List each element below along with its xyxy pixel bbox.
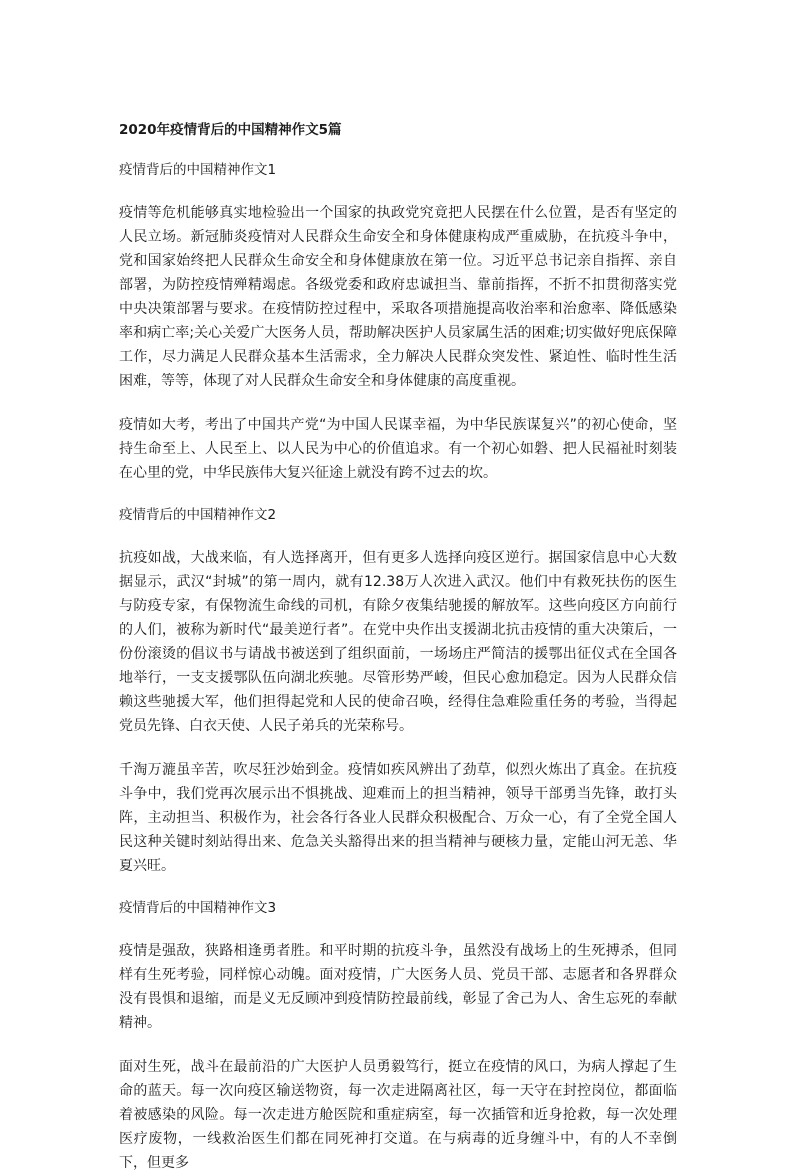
document-title: 2020年疫情背后的中国精神作文5篇 — [119, 122, 342, 138]
essay-section-2 — [119, 505, 677, 878]
essay-section-3 — [119, 898, 677, 1175]
section-heading-1: 疫情背后的中国精神作文1 — [119, 162, 277, 178]
paragraph-3-1: 疫情是强敌，狭路相逢勇者胜。和平时期的抗疫斗争，虽然没有战场上的生死搏杀，但同样有生死考验，同样惊心动魄。面对疫情，广大医务人员、党员干部、志愿者和各界群众没有畏惧和退缩，而是义无反顾冲到疫情防控最前线，彰显了舍己为人、舍生忘死的奉献精神。 — [119, 943, 677, 1031]
paragraph-1-1: 疫情等危机能够真实地检验出一个国家的执政党究竟把人民摆在什么位置，是否有坚定的人民立场。新冠肺炎疫情对人民群众生命安全和身体健康构成严重威胁，在抗疫斗争中，党和国家始终把人民群众生命安全和身体健康放在第一位。习近平总书记亲自指挥、亲自部署，为防控疫情殚精竭虑。各级党委和政府忠诚担当、靠前指挥，不折不扣贯彻落实党中央决策部署与要求。在疫情防控过程中，采取各项措施提高收治率和治愈率、降低感染率和病亡率;关心关爱广大医务人员，帮助解决医护人员家属生活的困难;切实做好兜底保障工作，尽力满足人民群众基本生活需求，全力解决人民群众突发性、紧迫性、临时性生活困难，等等，体现了对人民群众生命安全和身体健康的高度重视。 — [119, 205, 677, 389]
section-heading-3: 疫情背后的中国精神作文3 — [119, 900, 277, 916]
paragraph-2-2: 千淘万漉虽辛苦，吹尽狂沙始到金。疫情如疾风辨出了劲草，似烈火炼出了真金。在抗疫斗争中，我们党再次展示出不惧挑战、迎难而上的担当精神，领导干部勇当先锋，敢打头阵，主动担当、积极作为，社会各行各业人民群众积极配合、万众一心，有了全党全国人民这种关键时刻站得出来、危急关头豁得出来的担当精神与硬核力量，定能山河无恙、华夏兴旺。 — [119, 762, 677, 874]
essay-section-1 — [119, 160, 677, 485]
paragraph-1-2: 疫情如大考，考出了中国共产党“为中国人民谋幸福，为中华民族谋复兴”的初心使命，坚持生命至上、人民至上、以人民为中心的价值追求。有一个初心如磐、把人民福祉时刻装在心里的党，中华民族伟大复兴征途上就没有跨不过去的坎。 — [119, 417, 677, 481]
section-heading-2: 疫情背后的中国精神作文2 — [119, 507, 277, 523]
paragraph-3-2: 面对生死，战斗在最前沿的广大医护人员勇毅笃行，挺立在疫情的风口，为病人撑起了生命的蓝天。每一次向疫区输送物资，每一次走进隔离社区，每一天守在封控岗位，都面临着被感染的风险。每一次走进方舱医院和重症病室，每一次插管和近身抢救，每一次处理医疗废物，一线救治医生们都在同死神打交道。在与病毒的近身缠斗中，有的人不幸倒下，但更多 — [119, 1059, 677, 1171]
paragraph-2-1: 抗疫如战，大战来临，有人选择离开，但有更多人选择向疫区逆行。据国家信息中心大数据显示，武汉“封城”的第一周内，就有12.38万人次进入武汉。他们中有救死扶伤的医生与防疫专家，有保物流生命线的司机，有除夕夜集结驰援的解放军。这些向疫区方向前行的人们，被称为新时代“最美逆行者”。在党中央作出支援湖北抗击疫情的重大决策后，一份份滚烫的倡议书与请战书被送到了组织面前，一场场庄严简洁的援鄂出征仪式在全国各地举行，一支支援鄂队伍向湖北疾驰。尽管形势严峻，但民心愈加稳定。因为人民群众信赖这些驰援大军，他们担得起党和人民的使命召唤，经得住急难险重任务的考验，当得起党员先锋、白衣天使、人民子弟兵的光荣称号。 — [119, 550, 677, 734]
document-page — [119, 120, 677, 1175]
